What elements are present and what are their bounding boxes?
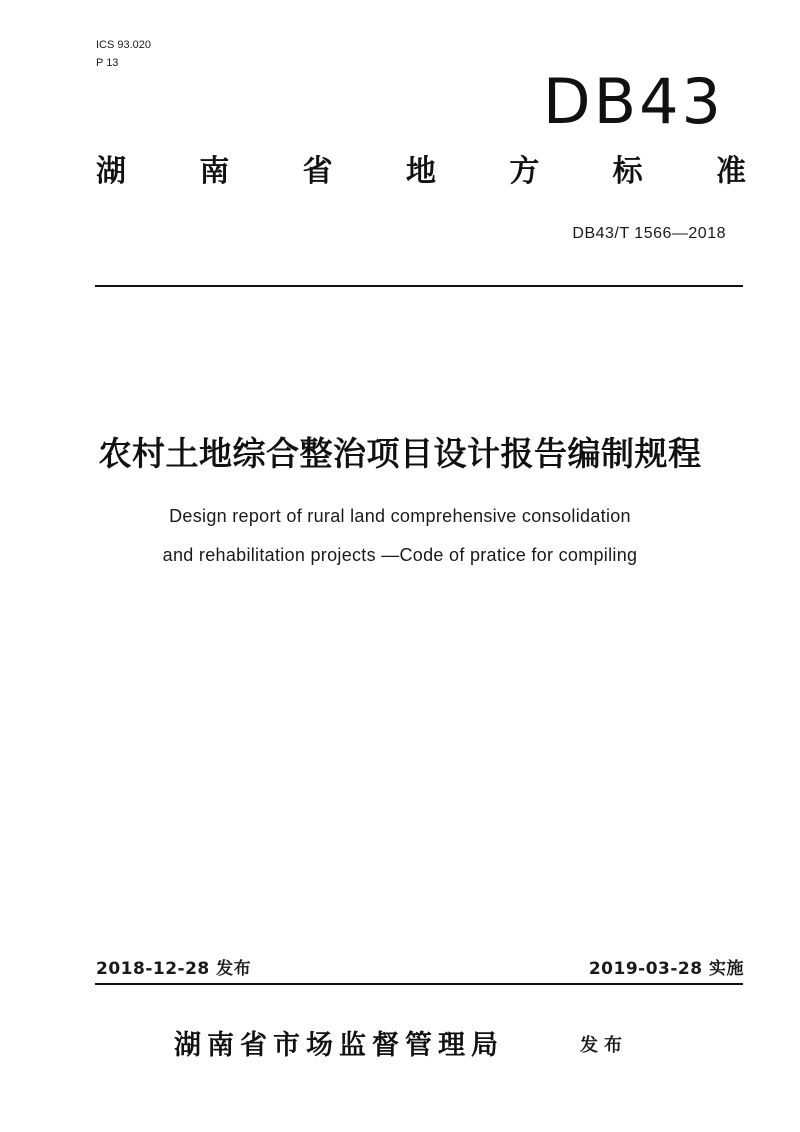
classification-code: P 13 [96, 57, 119, 69]
standard-type-char: 南 [199, 154, 230, 189]
standard-type [96, 150, 746, 194]
document-title-english-line1: Design report of rural land comprehensive consolidation [169, 506, 631, 526]
standard-type-char: 湖 [96, 154, 126, 189]
standard-code: DB43 [542, 65, 724, 138]
implementation-date: 2019-03-28 实施 [588, 959, 744, 979]
document-title-chinese: 农村土地综合整治项目设计报告编制规程 [98, 434, 702, 473]
standard-type-char: 方 [509, 154, 540, 189]
issuing-authority: 湖南省市场监督管理局 [174, 1030, 504, 1061]
standard-type-char: 省 [302, 154, 333, 189]
document-title-english-line2: and rehabilitation projects —Code of pratice for compiling [162, 545, 638, 565]
ics-code: ICS 93.020 [96, 39, 152, 51]
standard-type-char: 准 [715, 154, 746, 189]
standard-type-char: 地 [405, 154, 436, 189]
issue-word: 发布 [580, 1035, 628, 1056]
bottom-divider [95, 983, 743, 985]
top-divider [95, 285, 743, 287]
classification-codes [96, 36, 151, 72]
standard-type-char: 标 [612, 154, 643, 189]
issue-date: 2018-12-28 发布 [96, 959, 252, 979]
standard-number: DB43/T 1566—2018 [572, 225, 726, 242]
